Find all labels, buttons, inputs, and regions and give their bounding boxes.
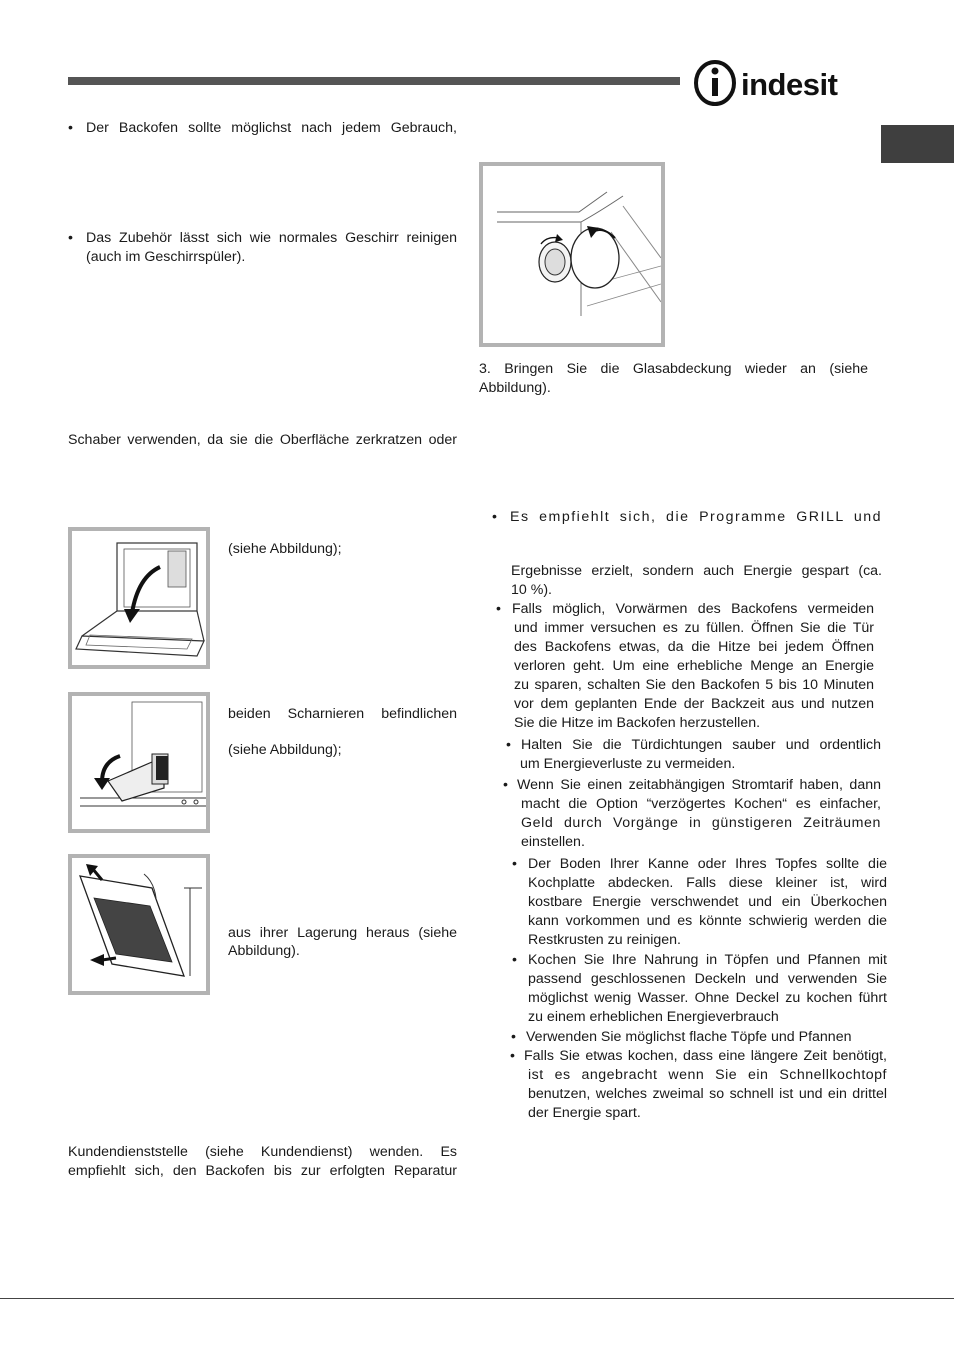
tip-tariff-line: macht die Option “verzögertes Kochen“ es einfacher, (521, 796, 881, 812)
tip-pot-line: kann vorkommen und es könnte schwierig werden die (528, 913, 887, 929)
tip-tariff (517, 776, 881, 852)
scraper-warning: Schaber verwenden, da sie die Oberfläche zerkratzen oder (68, 432, 457, 448)
brand-logo (693, 58, 873, 106)
tip-programmes-line3: 10 %). (511, 582, 553, 598)
tip-preheat-bullet: • (496, 601, 501, 617)
door-removal-illustration (72, 858, 206, 991)
bullet-accessories: • Das Zubehör lässt sich wie normales Geschirr reinigen (auch im Geschirrspüler). (68, 230, 457, 265)
tip-seals-line: um Energieverluste zu vermeiden. (520, 756, 736, 772)
step2-line1: beiden Scharnieren befindlichen (228, 706, 457, 722)
oven-open-illustration (72, 531, 206, 665)
figure-hinge (68, 692, 210, 833)
tip-seals-bullet: • (506, 737, 511, 753)
tip-preheat-line: Falls möglich, Vorwärmen des Backofens vermeiden (512, 601, 874, 617)
tip-pot-line: kostbare Energie verschwendet und ein Überkochen (528, 894, 887, 910)
hinge-illustration (72, 696, 206, 829)
tip-programmes-line1: Es empfiehlt sich, die Programme GRILL und (510, 509, 882, 525)
figure-lamp-cover (479, 162, 665, 347)
tip-lids-bullet: • (512, 952, 517, 968)
tip-flat: Verwenden Sie möglichst flache Töpfe und Pfannen (526, 1029, 852, 1045)
tip-preheat-line: Sie die Hitze im Backofen herzustellen. (514, 715, 761, 731)
tip-pressure-line: ist es angebracht wenn Sie ein Schnellkochtopf (528, 1067, 887, 1083)
tip-tariff-line: Wenn Sie einen zeitabhängigen Stromtarif haben, dann (517, 777, 881, 793)
tip-pot-bullet: • (512, 856, 517, 872)
tip-lids-line: möglichst wenig Wasser. Ohne Deckel zu kochen führt (528, 990, 887, 1006)
lamp-cover-illustration (483, 166, 661, 343)
tip-flat-bullet: • (511, 1029, 516, 1045)
header-rule (68, 77, 680, 85)
tip-lids-line: zu einem erheblichen Energieverbrauch (528, 1009, 779, 1025)
tip-preheat-line: verloren geht. Um eine erhebliche Menge an Energie (514, 658, 874, 674)
tip-pressure (524, 1047, 887, 1123)
glass-line2: Abbildung). (479, 380, 551, 396)
footer-rule (0, 1298, 954, 1299)
tip-programmes-line2: Ergebnisse erzielt, sondern auch Energie gespart (ca. (511, 563, 882, 579)
tip-pot (528, 855, 887, 950)
bullet-accessories-line2: (auch im Geschirrspüler). (86, 249, 246, 265)
service-line1: Kundendienststelle (siehe Kundendienst) wenden. Es (68, 1144, 457, 1160)
service-paragraph (68, 1143, 457, 1181)
step3-line2: Abbildung). (228, 943, 300, 959)
tip-pot-line: Restkrusten zu reinigen. (528, 932, 681, 948)
tip-seals (521, 736, 881, 774)
step1-text: (siehe Abbildung); (228, 541, 342, 557)
tip-preheat-line: zu sparen, schalten Sie den Backofen 5 bis 10 Minuten (514, 677, 874, 693)
language-tab (881, 125, 954, 163)
tip-lids (528, 951, 887, 1027)
tip-tariff-line: einstellen. (521, 834, 585, 850)
tip-preheat (512, 600, 874, 733)
tip-pot-line: Kochplatte abdecken. Falls diese kleiner ist, wird (528, 875, 887, 891)
step3-line1: aus ihrer Lagerung heraus (siehe (228, 925, 457, 941)
logo-wordmark: indesit (741, 67, 838, 102)
tip-tariff-line: Geld durch Vorgänge in günstigeren Zeiträumen (521, 815, 881, 831)
glass-line1: 3. Bringen Sie die Glasabdeckung wieder an (siehe (479, 361, 868, 377)
tip-tariff-bullet: • (503, 777, 508, 793)
service-line2: empfiehlt sich, den Backofen bis zur erfolgten Reparatur (68, 1163, 457, 1179)
tip-pressure-bullet: • (510, 1048, 515, 1064)
bullet-cleaning: • Der Backofen sollte möglichst nach jedem Gebrauch, (68, 120, 457, 136)
tip-seals-line: Halten Sie die Türdichtungen sauber und ordentlich (521, 737, 881, 753)
tip-programmes: • Es empfiehlt sich, die Programme GRILL und (492, 509, 882, 525)
tip-lids-line: passend geschlossenen Deckeln und verwenden Sie (528, 971, 887, 987)
step2-line2: (siehe Abbildung); (228, 742, 342, 758)
bullet-cleaning-text: Der Backofen sollte möglichst nach jedem Gebrauch, (86, 120, 457, 136)
tip-lids-line: Kochen Sie Ihre Nahrung in Töpfen und Pfannen mit (528, 952, 887, 968)
indesit-logo-icon (693, 58, 873, 106)
tip-pot-line: Der Boden Ihrer Kanne oder Ihres Topfes sollte die (528, 856, 887, 872)
tip-preheat-line: vor dem geplanten Ende der Backzeit aus und nutzen (514, 696, 874, 712)
tip-preheat-line: und immer versuchen es zu füllen. Öffnen Sie die Tür (514, 620, 874, 636)
figure-oven-open (68, 527, 210, 669)
tip-pressure-line: der Energie spart. (528, 1105, 641, 1121)
bullet-accessories-line1: Das Zubehör lässt sich wie normales Geschirr reinigen (86, 230, 457, 246)
tip-pressure-line: Falls Sie etwas kochen, dass eine längere Zeit benötigt, (524, 1048, 887, 1064)
tip-pressure-line: benutzen, welches zweimal so schnell ist und ein drittel (528, 1086, 887, 1102)
tip-programmes-cont (511, 562, 882, 600)
figure-door-removal (68, 854, 210, 995)
glass-cover-paragraph (479, 360, 868, 398)
tip-preheat-line: des Backofens etwas, da die Hitze bei jedem Öffnen (514, 639, 874, 655)
